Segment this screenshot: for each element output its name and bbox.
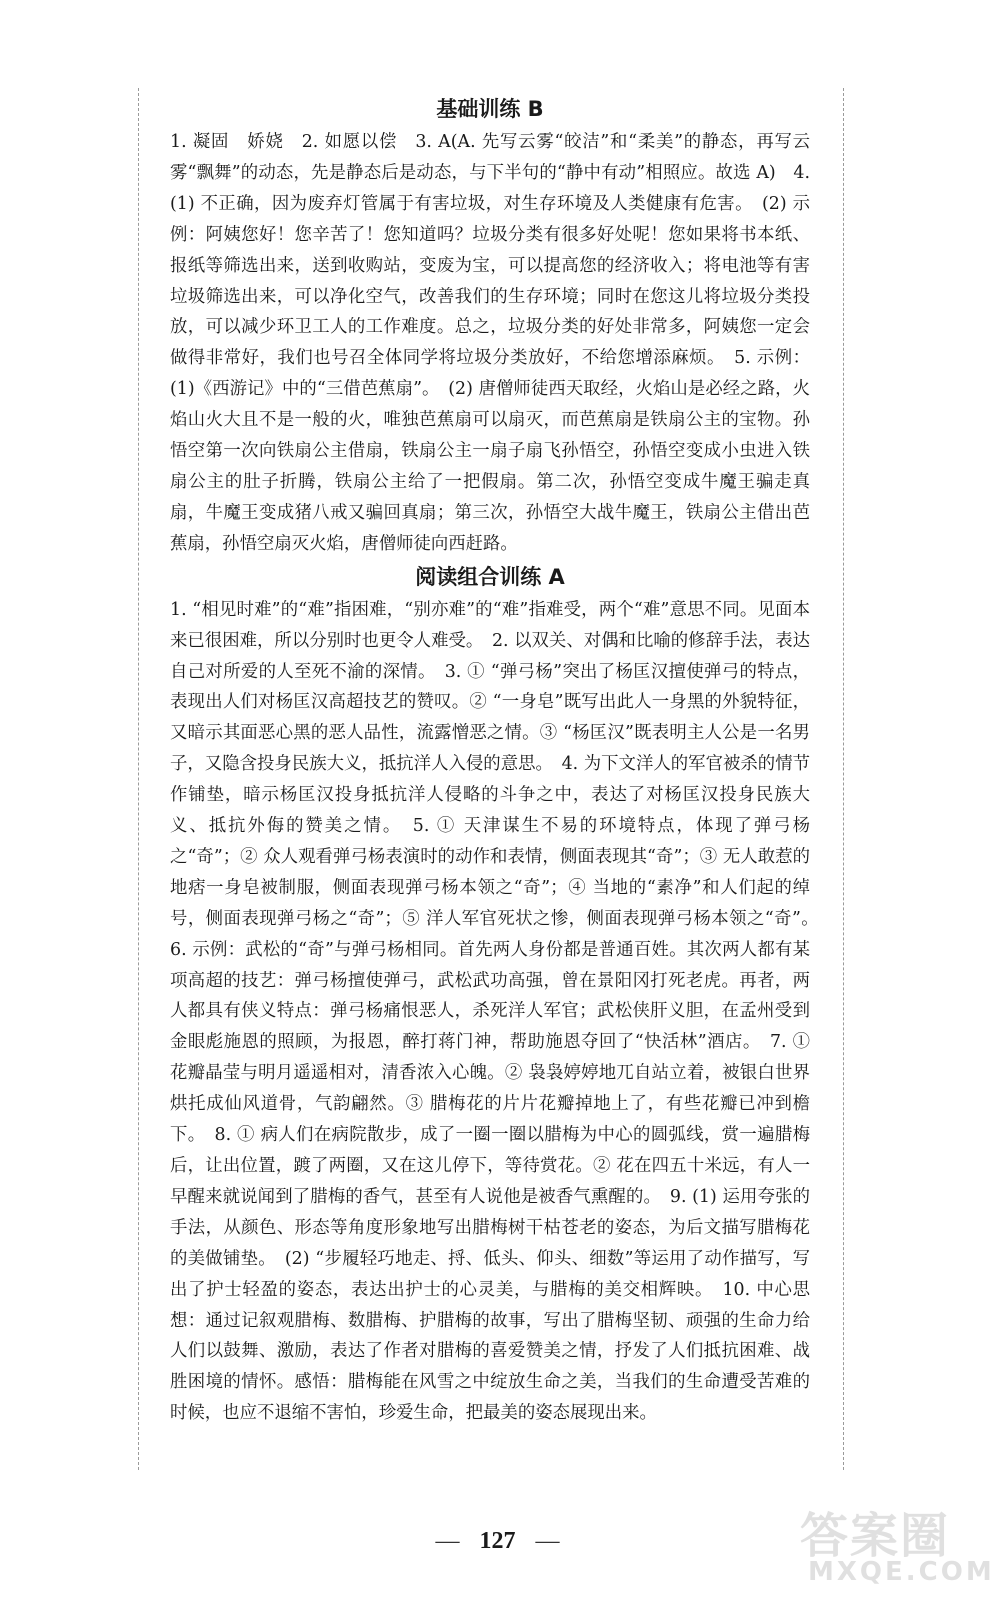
left-margin-rule [138,88,139,1470]
section-body-reading-training-a: 1. “相见时难”的“难”指困难，“别亦难”的“难”指难受，两个“难”意思不同。见面本来已很困难，所以分别时也更令人难受。 2. 以双关、对偶和比喻的修辞手法，表达自己对所爱的人至死不渝的深情。 3. ① “弹弓杨”突出了杨匡汉擅使弹弓的特点，表现出人们对杨匡汉高超技艺的赞叹。② “一身皂”既写出此人一身黑的外貌特征，又暗示其面恶心黑的恶人品性，流露憎恶之情。③ “杨匡汉”既表明主人公是一名男子，又隐含投身民族大义，抵抗洋人入侵的意思。 4. 为下文洋人的军官被杀的情节作铺垫，暗示杨匡汉投身抵抗洋人侵略的斗争之中，表达了对杨匡汉投身民族大义、抵抗外侮的赞美之情。 5. ① 天津谋生不易的环境特点，体现了弹弓杨之“奇”；② 众人观看弹弓杨表演时的动作和表情，侧面表现其“奇”；③ 无人敢惹的地痞一身皂被制服，侧面表现弹弓杨本领之“奇”；④ 当地的“素净”和人们起的绰号，侧面表现弹弓杨之“奇”；⑤ 洋人军官死状之惨，侧面表现弹弓杨本领之“奇”。 6. 示例：武松的“奇”与弹弓杨相同。首先两人身份都是普通百姓。其次两人都有某项高超的技艺：弹弓杨擅使弹弓，武松武功高强，曾在景阳冈打死老虎。再者，两人都具有侠义特点：弹弓杨痛恨恶人，杀死洋人军官；武松侠肝义胆，在孟州受到金眼彪施恩的照顾，为报恩，醉打蒋门神，帮助施恩夺回了“快活林”酒店。 7. ① 花瓣晶莹与明月遥遥相对，清香浓入心魄。② 袅袅婷婷地兀自站立着，被银白世界烘托成仙风道骨，气韵翩然。③ 腊梅花的片片花瓣掉地上了，有些花瓣已冲到檐下。 8. ① 病人们在病院散步，成了一圈一圈以腊梅为中心的圆弧线，赏一遍腊梅后，让出位置，踱了两圈，又在这儿停下，等待赏花。② 花在四五十米远，有人一早醒来就说闻到了腊梅的香气，甚至有人说他是被香气熏醒的。 9. (1) 运用夸张的手法，从颜色、形态等角度形象地写出腊梅树干枯苍老的姿态，为后文描写腊梅花的美做铺垫。 (2) “步履轻巧地走、捋、低头、仰头、细数”等运用了动作描写，写出了护士轻盈的姿态，表达出护士的心灵美，与腊梅的美交相辉映。 10. 中心思想：通过记叙观腊梅、数腊梅、护腊梅的故事，写出了腊梅坚韧、顽强的生命力给人们以鼓舞、激励，表达了作者对腊梅的喜爱赞美之情，抒发了人们抵抗困难、战胜困境的情怀。感悟：腊梅能在风雪之中绽放生命之美，当我们的生命遭受苦难的时候，也应不退缩不害怕，珍爱生命，把最美的姿态展现出来。 [170,599,828,1424]
watermark-logo [788,1497,995,1593]
right-margin-rule [843,88,844,1470]
footer-dash-right: — [535,1528,560,1554]
section-heading-basic-training-b: 基础训练 B [436,97,544,121]
answer-content [170,92,828,1429]
section-heading-reading-training-a: 阅读组合训练 A [415,564,565,589]
watermark-top-text: 答案圈 [800,1508,951,1564]
footer-dash-left: — [435,1528,460,1554]
page-number: 127 [479,1528,516,1554]
watermark-bottom-text: MXQE.COM [808,1557,995,1587]
section-body-basic-training-b: 1. 凝固 娇娆 2. 如愿以偿 3. A(A. 先写云雾“皎洁”和“柔美”的静态，再写云雾“飘舞”的动态，先是静态后是动态，与下半句的“静中有动”相照应。故选 A) 4. (1) 不正确，因为废弃灯管属于有害垃圾，对生存环境及人类健康有危害。 (2) 示例：阿姨您好！您辛苦了！您知道吗？垃圾分类有很多好处呢！您如果将书本纸、报纸等筛选出来，送到收购站，变废为宝，可以提高您的经济收入；将电池等有害垃圾筛选出来，可以净化空气，改善我们的生存环境；同时在您这儿将垃圾分类投放，可以减少环卫工人的工作难度。总之，垃圾分类的好处非常多，阿姨您一定会做得非常好，我们也号召全体同学将垃圾分类放好，不给您增添麻烦。 5. 示例：(1)《西游记》中的“三借芭蕉扇”。 (2) 唐僧师徒西天取经，火焰山是必经之路，火焰山火大且不是一般的火，唯独芭蕉扇可以扇灭，而芭蕉扇是铁扇公主的宝物。孙悟空第一次向铁扇公主借扇，铁扇公主一扇子扇飞孙悟空，孙悟空变成小虫进入铁扇公主的肚子折腾，铁扇公主给了一把假扇。第二次，孙悟空变成牛魔王骗走真扇，牛魔王变成猪八戒又骗回真扇；第三次，孙悟空大战牛魔王，铁扇公主借出芭蕉扇，孙悟空扇灭火焰，唐僧师徒向西赶路。 [170,132,810,554]
